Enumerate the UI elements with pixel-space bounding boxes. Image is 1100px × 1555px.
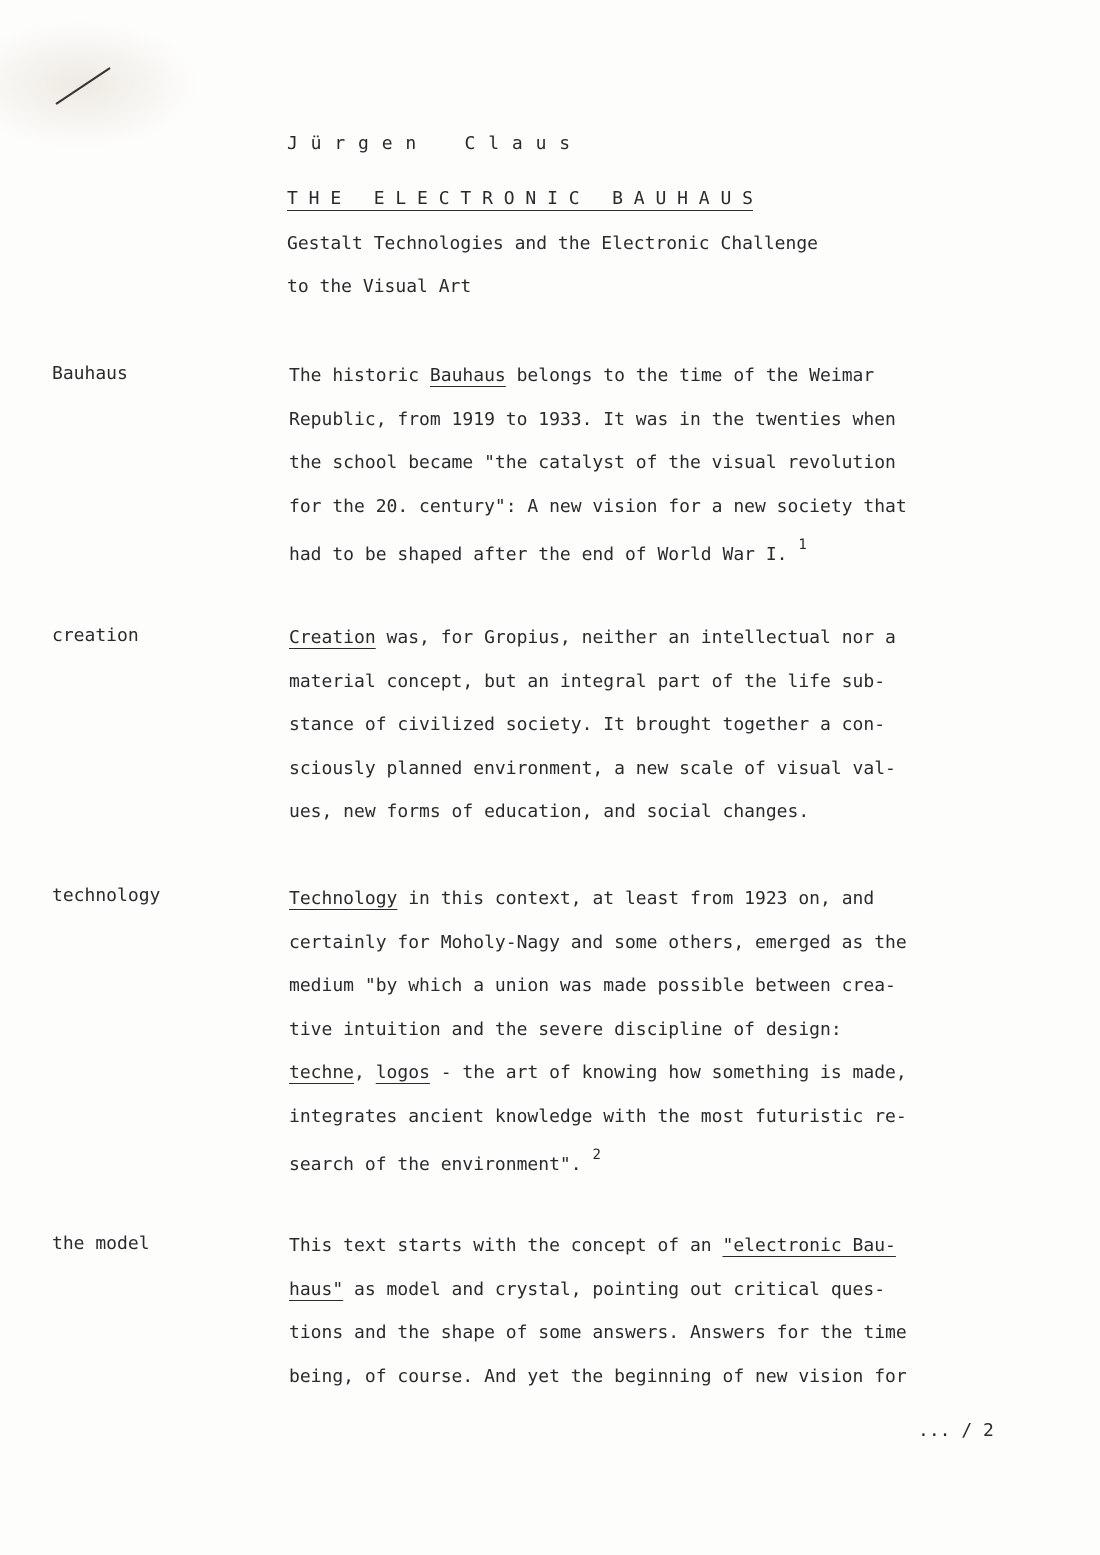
text-line: stance of civilized society. It brought together a con- <box>289 714 886 735</box>
text-line: Republic, from 1919 to 1933. It was in the twenties when <box>289 408 896 430</box>
text-line: medium "by which a union was made possible between crea- <box>289 975 896 996</box>
underlined-term: logos <box>375 1062 430 1083</box>
pen-mark-icon <box>50 62 120 112</box>
text-line: had to be shaped after the end of World War I. $^1$ <box>289 537 807 565</box>
underlined-term: Creation <box>289 627 376 648</box>
text-line: integrates ancient knowledge with the most futuristic re- <box>289 1105 907 1127</box>
text-line: being, of course. And yet the beginning of new vision for <box>289 1365 907 1387</box>
document-title: T H E E L E C T R O N I C B A U H A U S <box>287 188 753 209</box>
text-line: certainly for Moholy-Nagy and some others, emerged as the <box>289 931 907 953</box>
subtitle-line-2: to the Visual Art <box>287 276 472 297</box>
footnote-marker: 2 <box>592 1147 601 1163</box>
text-line: tions and the shape of some answers. Answers for the time <box>289 1322 907 1343</box>
text-line: material concept, but an integral part of the life sub- <box>289 670 886 692</box>
text-line: ues, new forms of education, and social changes. <box>289 801 810 822</box>
text-line: techne, logos - the art of knowing how something is made, <box>289 1062 907 1083</box>
text-line: The historic Bauhaus belongs to the time of the Weimar <box>289 365 875 386</box>
author-name: J ü r g e n C l a u s <box>287 133 572 154</box>
underlined-term: Bauhaus <box>429 365 506 386</box>
margin-label-bauhaus: Bauhaus <box>52 363 128 384</box>
page-continuation-marker: ... / 2 <box>918 1420 994 1441</box>
paragraph-the-model <box>289 1224 1049 1398</box>
text-line: haus" as model and crystal, pointing out critical ques- <box>289 1278 886 1300</box>
underlined-term: techne <box>289 1062 355 1083</box>
text-line: tive intuition and the severe discipline of design: <box>289 1018 842 1040</box>
footnote-marker: 1 <box>798 537 807 553</box>
subtitle-line-1: Gestalt Technologies and the Electronic Challenge <box>287 233 819 254</box>
paragraph-technology <box>289 877 1049 1182</box>
underlined-term: Technology <box>289 888 398 909</box>
margin-label-creation: creation <box>52 625 139 646</box>
margin-label-the-model: the model <box>52 1233 150 1254</box>
text-line: Creation was, for Gropius, neither an intellectual nor a <box>289 627 896 648</box>
paragraph-bauhaus <box>289 354 1049 572</box>
text-line: the school became "the catalyst of the visual revolution <box>289 452 896 473</box>
text-line: This text starts with the concept of an "electronic Bau- <box>289 1235 896 1256</box>
underlined-term: "electronic Bau- <box>722 1235 896 1256</box>
text-line: Technology in this context, at least from 1923 on, and <box>289 888 875 909</box>
text-line: search of the environment". $^2$ <box>289 1147 601 1175</box>
margin-label-technology: technology <box>52 885 161 906</box>
text-line: sciously planned environment, a new scale of visual val- <box>289 757 896 779</box>
paragraph-creation <box>289 616 1049 834</box>
underlined-term: haus" <box>289 1278 344 1300</box>
text-line: for the 20. century": A new vision for a new society that <box>289 495 907 517</box>
